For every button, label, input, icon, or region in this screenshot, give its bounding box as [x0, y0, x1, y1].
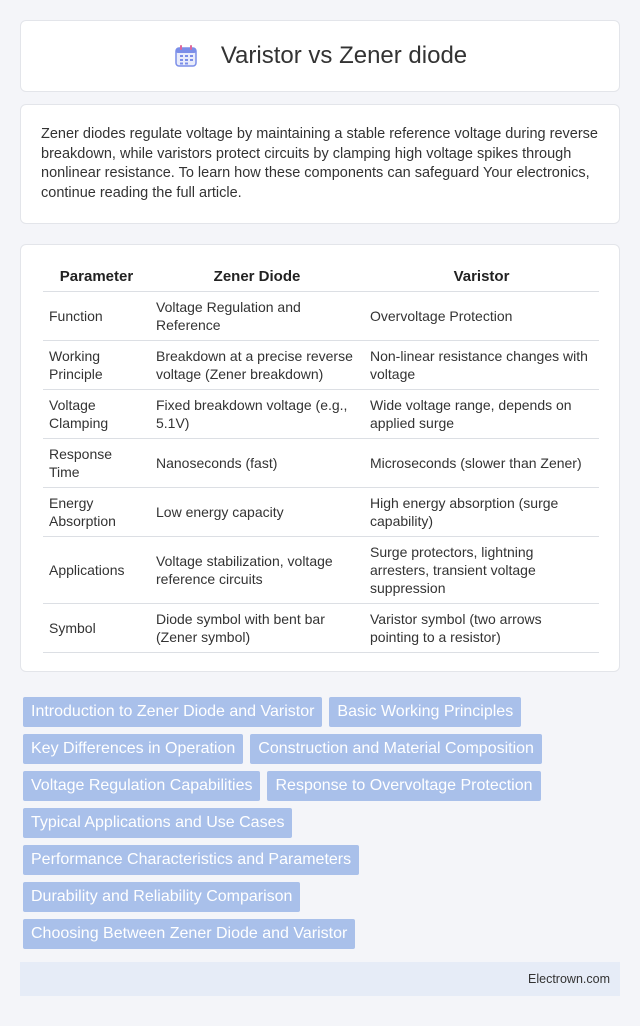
column-header: Zener Diode	[150, 262, 364, 292]
table-cell: Wide voltage range, depends on applied surge	[364, 390, 599, 439]
topic-tag[interactable]: Choosing Between Zener Diode and Varistor	[23, 919, 355, 949]
table-cell: Voltage Regulation and Reference	[150, 292, 364, 341]
table-cell: Energy Absorption	[43, 488, 150, 537]
table-row	[43, 439, 599, 488]
table-cell: Microseconds (slower than Zener)	[364, 439, 599, 488]
table-cell: High energy absorption (surge capability)	[364, 488, 599, 537]
table-cell: Voltage Clamping	[43, 390, 150, 439]
topic-tag[interactable]: Construction and Material Composition	[250, 734, 542, 764]
calendar-icon	[173, 43, 199, 69]
page-title: Varistor vs Zener diode	[220, 42, 468, 69]
table-row	[43, 390, 599, 439]
intro-text: Zener diodes regulate voltage by maintaining a stable reference voltage during reverse breakdown, while varistors protect circuits by clamping high voltage spikes through nonlinear resistance. To learn how these components can safeguard Your electronics, continue reading the full article.	[41, 126, 598, 201]
topic-tags	[23, 697, 623, 956]
column-header: Varistor	[364, 262, 599, 292]
table-cell: Varistor symbol (two arrows pointing to a resistor)	[364, 604, 599, 653]
table-cell: Low energy capacity	[150, 488, 364, 537]
title-card	[20, 20, 620, 92]
topic-tag[interactable]: Typical Applications and Use Cases	[23, 808, 292, 838]
topic-tag[interactable]: Key Differences in Operation	[23, 734, 243, 764]
table-cell: Surge protectors, lightning arresters, transient voltage suppression	[364, 537, 599, 604]
column-header: Parameter	[43, 262, 150, 292]
topic-tag[interactable]: Basic Working Principles	[329, 697, 521, 727]
topic-tag[interactable]: Performance Characteristics and Parameters	[23, 845, 359, 875]
comparison-card	[20, 244, 620, 672]
table-cell: Nanoseconds (fast)	[150, 439, 364, 488]
topic-tag[interactable]: Durability and Reliability Comparison	[23, 882, 300, 912]
intro-card	[20, 104, 620, 224]
table-cell: Working Principle	[43, 341, 150, 390]
table-row	[43, 604, 599, 653]
comparison-table	[43, 262, 599, 653]
topic-tag[interactable]: Voltage Regulation Capabilities	[23, 771, 260, 801]
footer-site-link[interactable]: Electrown.com	[528, 972, 610, 986]
table-row	[43, 488, 599, 537]
table-cell: Breakdown at a precise reverse voltage (Zener breakdown)	[150, 341, 364, 390]
table-cell: Symbol	[43, 604, 150, 653]
table-row	[43, 537, 599, 604]
topic-tag[interactable]: Introduction to Zener Diode and Varistor	[23, 697, 322, 727]
table-header-row	[43, 262, 599, 292]
table-cell: Overvoltage Protection	[364, 292, 599, 341]
table-row	[43, 341, 599, 390]
table-cell: Diode symbol with bent bar (Zener symbol)	[150, 604, 364, 653]
table-cell: Fixed breakdown voltage (e.g., 5.1V)	[150, 390, 364, 439]
topic-tag[interactable]: Response to Overvoltage Protection	[267, 771, 540, 801]
table-row	[43, 292, 599, 341]
table-cell: Voltage stabilization, voltage reference circuits	[150, 537, 364, 604]
table-cell: Response Time	[43, 439, 150, 488]
table-cell: Non-linear resistance changes with voltage	[364, 341, 599, 390]
footer	[20, 962, 620, 996]
table-cell: Function	[43, 292, 150, 341]
table-cell: Applications	[43, 537, 150, 604]
